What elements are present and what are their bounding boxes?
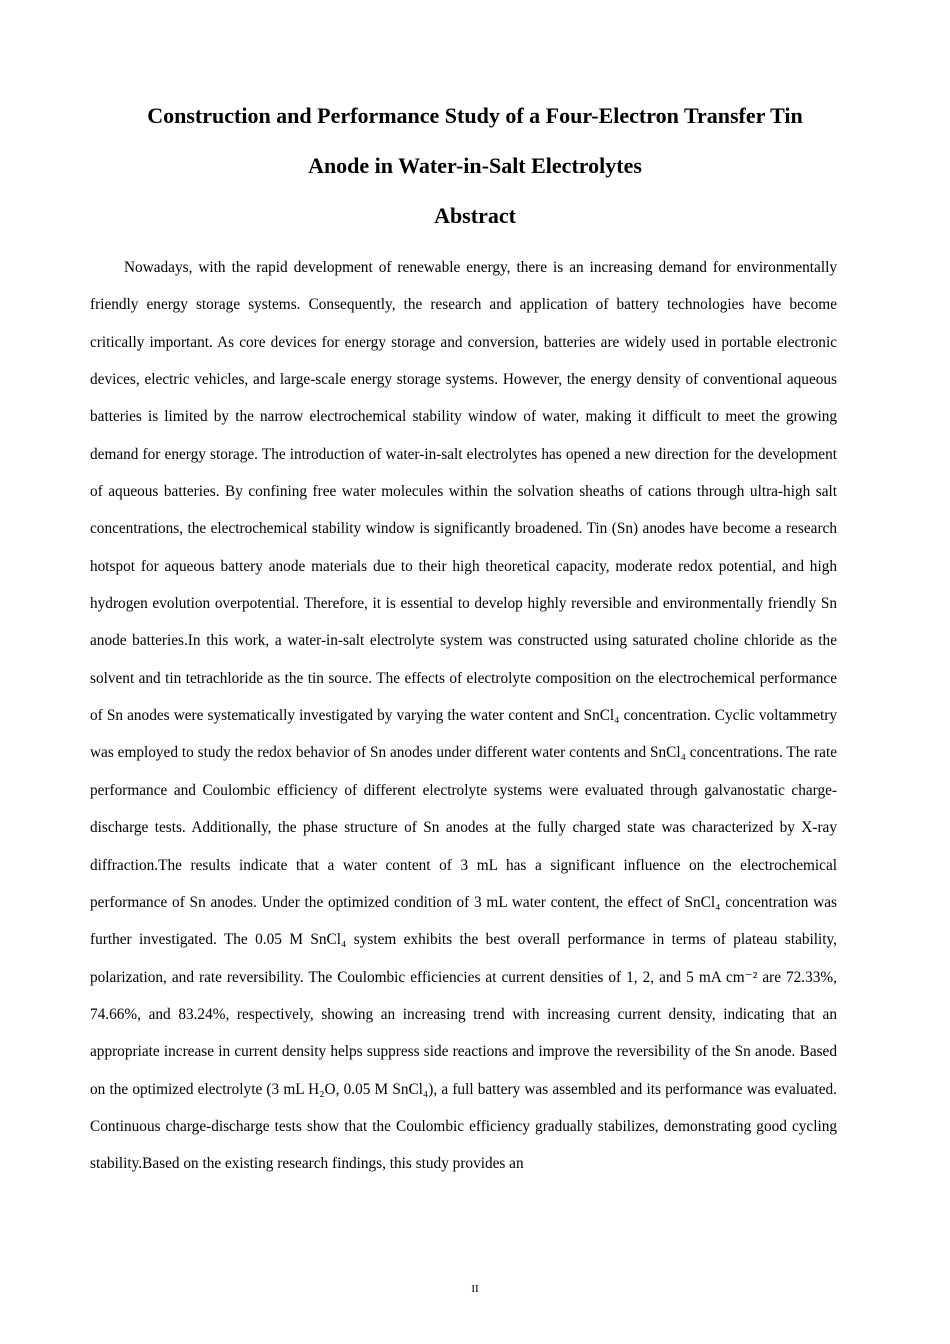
abstract-paragraph: Nowadays, with the rapid development of renewable energy, there is an increasing demand for environmentally friendly energy storage systems. Consequently, the research and application of battery technologies have become critically important. As core devices for energy storage and conversion, batteries are widely used in portable electronic devices, electric vehicles, and large-scale energy storage systems. However, the energy density of conventional aqueous batteries is limited by the narrow electrochemical stability window of water, making it difficult to meet the growing demand for energy storage. The introduction of water-in-salt electrolytes has opened a new direction for the development of aqueous batteries. By confining free water molecules within the solvation sheaths of cations through ultra-high salt concentrations, the electrochemical stability window is significantly broadened. Tin (Sn) anodes have become a research hotspot for aqueous battery anode materials due to their high theoretical capacity, moderate redox potential, and high hydrogen evolution overpotential. Therefore, it is essential to develop highly reversible and environmentally friendly Sn anode batteries.In this work, a water-in-salt electrolyte system was constructed using saturated choline chloride as the solvent and tin tetrachloride as the tin source. The effects of electrolyte composition on the electrochemical performance of Sn anodes were systematically investigated by varying the water content and SnCl₄ concentration. Cyclic voltammetry was employed to study the redox behavior of Sn anodes under different water contents and SnCl₄ concentrations. The rate performance and Coulombic efficiency of different electrolyte systems were evaluated through galvanostatic charge-discharge tests. Additionally, the phase structure of Sn anodes at the fully charged state was characterized by X-ray diffraction.The results indicate that a water content of 3 mL has a significant influence on the electrochemical performance of Sn anodes. Under the optimized condition of 3 mL water content, the effect of SnCl₄ concentration was further investigated. The 0.05 M SnCl₄ system exhibits the best overall performance in terms of plateau stability, polarization, and rate reversibility. The Coulombic efficiencies at current densities of 1, 2, and 5 mA cm⁻² are 72.33%, 74.66%, and 83.24%, respectively, showing an increasing trend with increasing current density, indicating that an appropriate increase in current density helps suppress side reactions and improve the reversibility of the Sn anode. Based on the optimized electrolyte (3 mL H₂O, 0.05 M SnCl₄), a full battery was assembled and its performance was evaluated. Continuous charge-discharge tests show that the Coulombic efficiency gradually stabilizes, demonstrating good cycling stability.Based on the existing research findings, this study provides an: [90, 259, 837, 1173]
title-line-2: Anode in Water-in-Salt Electrolytes: [308, 153, 642, 178]
section-heading: Abstract: [434, 203, 516, 228]
page-number: II: [471, 1283, 479, 1295]
title-line-1: Construction and Performance Study of a Four-Electron Transfer Tin: [147, 103, 803, 128]
